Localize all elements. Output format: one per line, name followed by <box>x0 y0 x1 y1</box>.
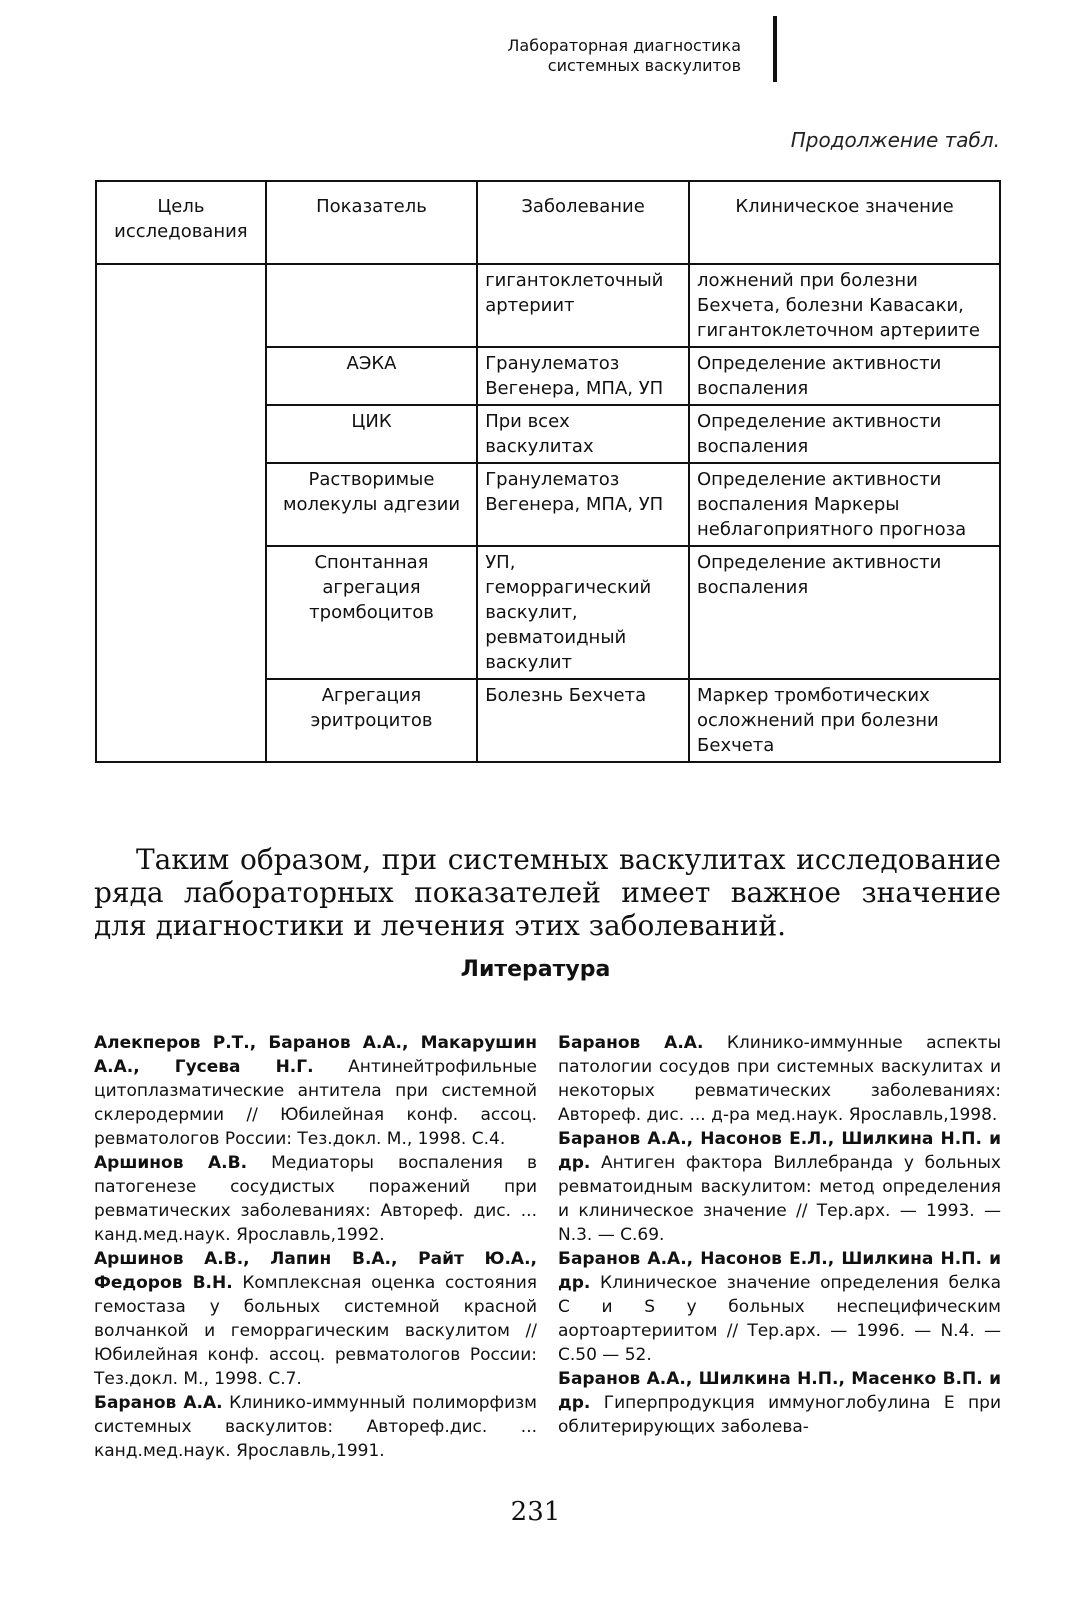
reference-text: Медиаторы воспаления в патогенезе сосудистых поражений при ревматических заболеваниях: Автореф. дис. ... канд.мед.наук. Ярославль,1992. <box>94 1153 537 1245</box>
table-header-row <box>96 181 1000 264</box>
reference-authors: Баранов А.А., Шилкина Н.П., Масенко В.П. и др. <box>558 1369 1001 1413</box>
reference-authors: Баранов А.А., Насонов Е.Л., Шилкина Н.П. и др. <box>558 1129 1001 1173</box>
reference-entry <box>94 1247 537 1391</box>
conclusion-paragraph: Таким образом, при системных васкулитах исследование ряда лабораторных показателей имеет важное значение для диагностики и лечения этих заболеваний. <box>94 843 1001 942</box>
disease-cell: Гранулематоз Вегенера, МПА, УП <box>477 347 689 405</box>
reference-text: Комплексная оценка состояния гемостаза у больных системной красной волчанкой и геморрагическим васкулитом // Юбилейная конф. ассоц. ревматологов России: Тез.докл. М., 1998. С.7. <box>94 1273 537 1389</box>
running-head <box>507 36 741 76</box>
indicator-cell: АЭКА <box>266 347 477 405</box>
disease-cell: УП, геморрагический васкулит, ревматоидный васкулит <box>477 546 689 679</box>
reference-text: Клинико-иммунные аспекты патологии сосудов при системных васкулитах и некоторых ревматических заболеваниях: Автореф. дис. ... д-ра мед.наук. Ярославль,1998. <box>558 1033 1002 1125</box>
references-column-left <box>94 1031 537 1463</box>
running-head-line-2: системных васкулитов <box>547 56 741 75</box>
running-head-rule <box>773 16 777 82</box>
references-title: Литература <box>460 957 611 982</box>
diagnostics-table <box>95 180 1001 763</box>
header-goal: Цель исследования <box>96 181 266 264</box>
disease-cell: Гранулематоз Вегенера, МПА, УП <box>477 463 689 546</box>
references-column-right <box>558 1031 1001 1439</box>
goal-cell-empty <box>96 264 266 762</box>
reference-authors: Аршинов А.В. <box>94 1153 248 1173</box>
indicator-cell: Агрегация эритроцитов <box>266 679 477 762</box>
table-continuation-label: Продолжение табл. <box>790 128 1000 152</box>
significance-cell: ложнений при болезни Бехчета, болезни Кавасаки, гигантоклеточном артериите <box>689 264 1000 347</box>
reference-text: Гиперпродукция иммуноглобулина Е при облитерирующих заболева- <box>558 1393 1001 1437</box>
indicator-cell: Растворимые молекулы адгезии <box>266 463 477 546</box>
significance-cell: Определение активности воспаления <box>689 546 1000 679</box>
reference-text: Клиническое значение определения белка C и S у больных неспецифическим аортоартериитом // Тер.арх. — 1996. — N.4. — С.50 — 52. <box>558 1273 1001 1365</box>
reference-authors: Баранов А.А. <box>558 1033 704 1053</box>
indicator-cell: ЦИК <box>266 405 477 463</box>
significance-cell: Определение активности воспаления <box>689 347 1000 405</box>
reference-text: Антиген фактора Виллебранда у больных ревматоидным васкулитом: метод определения и клиническое значение // Тер.арх. — 1993. — N.3. — С.69. <box>558 1153 1001 1245</box>
significance-cell: Определение активности воспаления Маркеры неблагоприятного прогноза <box>689 463 1000 546</box>
reference-authors: Баранов А.А., Насонов Е.Л., Шилкина Н.П. и др. <box>558 1249 1001 1293</box>
significance-cell: Маркер тромботических осложнений при болезни Бехчета <box>689 679 1000 762</box>
reference-authors: Алекперов Р.Т., Баранов А.А., Макарушин А.А., Гусева Н.Г. <box>94 1033 537 1077</box>
reference-entry <box>558 1367 1001 1439</box>
header-significance: Клиническое значение <box>689 181 1000 264</box>
reference-text: Клинико-иммунный полиморфизм системных васкулитов: Автореф.дис. ... канд.мед.наук. Ярославль,1991. <box>94 1393 537 1461</box>
indicator-cell: Спонтанная агрегация тромбоцитов <box>266 546 477 679</box>
header-indicator: Показатель <box>266 181 477 264</box>
table-row <box>96 264 1000 347</box>
significance-cell: Определение активности воспаления <box>689 405 1000 463</box>
reference-text: Антинейтрофильные цитоплазматические антитела при системной склеродермии // Юбилейная конф. ассоц. ревматологов России: Тез.докл. М., 1998. С.4. <box>94 1057 537 1149</box>
reference-entry <box>94 1391 537 1463</box>
reference-entry <box>94 1031 537 1151</box>
reference-entry <box>558 1247 1001 1367</box>
running-head-line-1: Лабораторная диагностика <box>507 36 741 55</box>
reference-entry <box>94 1151 537 1247</box>
disease-cell: Болезнь Бехчета <box>477 679 689 762</box>
indicator-cell <box>266 264 477 347</box>
reference-entry <box>558 1031 1001 1127</box>
reference-entry <box>558 1127 1001 1247</box>
disease-cell: гигантоклеточный артериит <box>477 264 689 347</box>
reference-authors: Баранов А.А. <box>94 1393 223 1413</box>
page-number: 231 <box>510 1497 561 1527</box>
disease-cell: При всех васкулитах <box>477 405 689 463</box>
header-disease: Заболевание <box>477 181 689 264</box>
reference-authors: Аршинов А.В., Лапин В.А., Райт Ю.А., Федоров В.Н. <box>94 1249 537 1293</box>
